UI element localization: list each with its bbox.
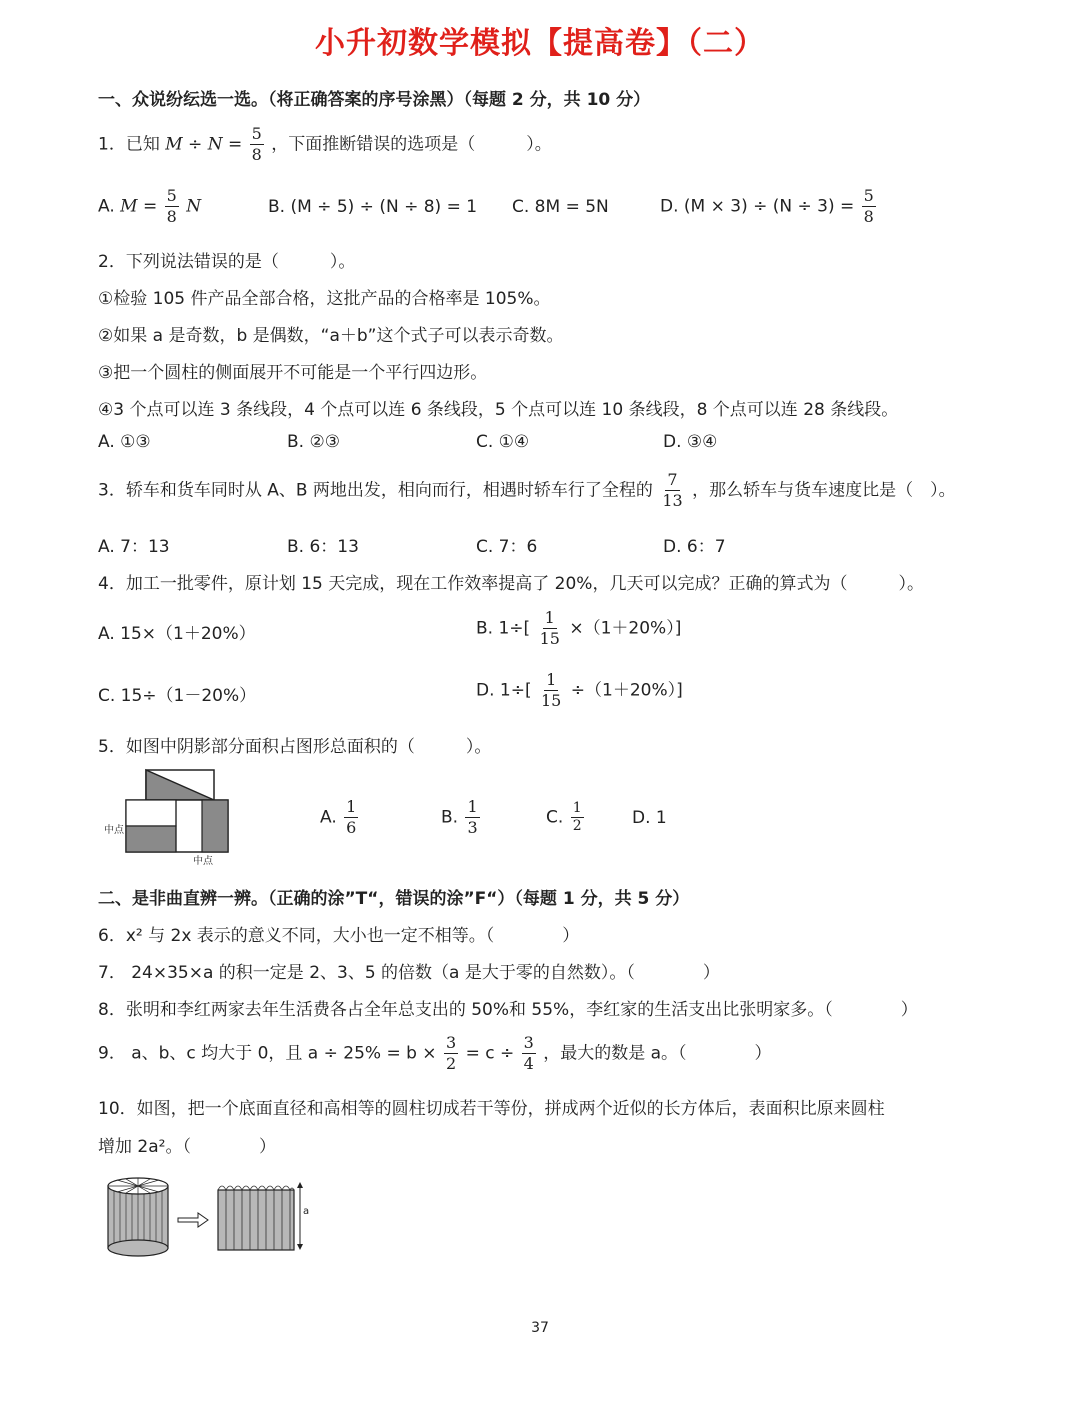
q2-option-a[interactable]: A. ①③ — [98, 432, 151, 452]
q5-option-c-den: 2 — [572, 818, 582, 834]
page-title: 小升初数学模拟【提高卷】（二） — [315, 26, 765, 61]
q1-option-d-label: D. (M × 3) ÷ (N ÷ 3) = — [660, 196, 855, 217]
q5-option-c-num: 1 — [572, 800, 582, 816]
q1-option-a[interactable] — [98, 186, 201, 227]
q5-option-d[interactable]: D. 1 — [632, 808, 667, 828]
q2-option-d[interactable]: D. ③④ — [663, 432, 718, 452]
q3-option-b[interactable]: B. 6：13 — [287, 537, 359, 557]
question-4-stem: 4．加工一批零件，原计划 15 天完成，现在工作效率提高了 20%，几天可以完成？正确的算式为（ ）。 — [98, 574, 924, 594]
q5-option-b-num: 1 — [467, 797, 478, 816]
q5-option-c[interactable] — [546, 800, 586, 835]
q4-option-c[interactable]: C. 15÷（1－20%） — [98, 686, 257, 706]
q5-option-b-label: B. — [441, 807, 459, 828]
q4-option-d-post: ÷（1＋20%）] — [570, 680, 683, 701]
q5-option-c-fraction — [571, 800, 584, 835]
q4-option-d-den: 15 — [541, 691, 562, 710]
question-8: 8．张明和李红两家去年生活费各占全年总支出的 50%和 55%，李红家的生活支出比张明家多。（ ） — [98, 1000, 918, 1020]
q4-option-b-num: 1 — [544, 608, 555, 627]
question-10-line-2: 增加 2a²。（ ） — [98, 1137, 276, 1157]
question-1-stem — [98, 124, 552, 165]
question-6: 6．x² 与 2x 表示的意义不同，大小也一定不相等。（ ） — [98, 926, 580, 946]
q4-option-b[interactable] — [476, 608, 681, 649]
q1-frac-num: 5 — [251, 124, 262, 143]
q1-suffix: ，下面推断错误的选项是（ ）。 — [271, 134, 552, 155]
q5-option-a-label: A. — [320, 807, 337, 828]
q1-option-a-label: A. — [98, 196, 115, 217]
q4-option-b-den: 15 — [539, 629, 560, 648]
question-3-stem — [98, 470, 956, 511]
q5-option-b-fraction — [465, 797, 479, 838]
q3-frac-den: 13 — [662, 491, 683, 510]
q1-expr: M ÷ N = — [165, 134, 243, 155]
q1-option-d-fraction — [862, 186, 876, 227]
q1-option-a-expr: M = — [120, 196, 158, 217]
section-1-heading: 一、众说纷纭选一选。（将正确答案的序号涂黑）（每题 2 分，共 10 分） — [98, 90, 651, 110]
q9-post: ，最大的数是 a。（ ） — [543, 1043, 772, 1064]
q1-option-a-fraction — [165, 186, 179, 227]
q3-fraction — [660, 470, 684, 511]
q5-midpoint-label-left: 中点 — [104, 825, 124, 836]
q1-option-c[interactable]: C. 8M = 5N — [512, 197, 609, 217]
question-9 — [98, 1033, 772, 1074]
q2-option-b[interactable]: B. ②③ — [287, 432, 340, 452]
q5-shaded-right-strip — [202, 800, 228, 852]
q1-frac-den: 8 — [251, 145, 262, 164]
q1-option-a-den: 8 — [166, 207, 177, 226]
q9-fraction-1 — [444, 1033, 458, 1074]
q2-statement-2: ②如果 a 是奇数，b 是偶数，“a＋b”这个式子可以表示奇数。 — [98, 326, 564, 346]
question-7: 7． 24×35×a 的积一定是 2、3、5 的倍数（a 是大于零的自然数）。（ ） — [98, 963, 720, 983]
q4-option-d-fraction — [539, 670, 563, 711]
q5-shaded-figure — [100, 766, 240, 866]
q10-cylinder-figure — [100, 1172, 320, 1264]
q1-option-a-tail: N — [186, 196, 202, 217]
q5-upper-left-cell — [126, 800, 176, 826]
q4-option-d-pre: D. 1÷[ — [476, 680, 532, 701]
q5-shaded-lower-left — [126, 826, 176, 852]
q4-option-b-post: ×（1＋20%）] — [569, 618, 682, 639]
q5-option-a-den: 6 — [346, 818, 357, 837]
q9-mid: = c ÷ — [465, 1043, 515, 1064]
q2-option-c[interactable]: C. ①④ — [476, 432, 530, 452]
q4-option-b-pre: B. 1÷[ — [476, 618, 531, 639]
question-2-stem: 2．下列说法错误的是（ ）。 — [98, 252, 356, 272]
q4-option-b-fraction — [538, 608, 562, 649]
q3-option-a[interactable]: A. 7：13 — [98, 537, 170, 557]
section-2-heading: 二、是非曲直辨一辨。（正确的涂”T“，错误的涂”F“）（每题 1 分，共 5 分） — [98, 889, 690, 909]
q5-midpoint-label-bottom: 中点 — [193, 856, 213, 867]
question-5-stem: 5．如图中阴影部分面积占图形总面积的（ ）。 — [98, 737, 492, 757]
q1-fraction — [250, 124, 264, 165]
q1-option-d[interactable] — [660, 186, 878, 227]
q3-stem-post: ，那么轿车与货车速度比是（ ）。 — [692, 480, 956, 501]
q4-option-d-num: 1 — [546, 670, 557, 689]
q5-option-a-num: 1 — [346, 797, 357, 816]
q2-statement-4: ④3 个点可以连 3 条线段，4 个点可以连 6 条线段，5 个点可以连 10 条线段，8 个点可以连 28 条线段。 — [98, 400, 899, 420]
q5-option-a[interactable] — [320, 797, 360, 838]
q1-option-d-num: 5 — [863, 186, 874, 205]
q9-pre: 9． a、b、c 均大于 0，且 a ÷ 25% = b × — [98, 1043, 437, 1064]
q3-option-d[interactable]: D. 6：7 — [663, 537, 726, 557]
q3-stem-pre: 3．轿车和货车同时从 A、B 两地出发，相向而行，相遇时轿车行了全程的 — [98, 480, 653, 501]
q2-statement-1: ①检验 105 件产品全部合格，这批产品的合格率是 105%。 — [98, 289, 551, 309]
q9-frac2-num: 3 — [523, 1033, 534, 1052]
q5-option-b[interactable] — [441, 797, 482, 838]
q4-option-a[interactable]: A. 15×（1＋20%） — [98, 624, 256, 644]
q1-prefix: 1．已知 — [98, 134, 160, 155]
page-number: 37 — [531, 1320, 549, 1336]
q3-frac-num: 7 — [667, 470, 678, 489]
q1-option-d-den: 8 — [863, 207, 874, 226]
question-10-line-1: 10．如图，把一个底面直径和高相等的圆柱切成若干等份，拼成两个近似的长方体后，表面积比原来圆柱 — [98, 1099, 885, 1119]
q9-fraction-2 — [522, 1033, 536, 1074]
q2-statement-3: ③把一个圆柱的侧面展开不可能是一个平行四边形。 — [98, 363, 488, 383]
q9-frac1-num: 3 — [445, 1033, 457, 1052]
q3-option-c[interactable]: C. 7：6 — [476, 537, 538, 557]
q5-option-a-fraction — [344, 797, 358, 838]
q5-option-c-label: C. — [546, 807, 564, 828]
q1-option-a-num: 5 — [166, 186, 177, 205]
q4-option-d[interactable] — [476, 670, 683, 711]
q1-option-b[interactable]: B. (M ÷ 5) ÷ (N ÷ 8) = 1 — [268, 197, 478, 217]
q5-option-b-den: 3 — [467, 818, 478, 837]
q9-frac2-den: 4 — [523, 1054, 534, 1073]
q10-height-label: a — [303, 1206, 310, 1217]
q9-frac1-den: 2 — [445, 1054, 457, 1073]
